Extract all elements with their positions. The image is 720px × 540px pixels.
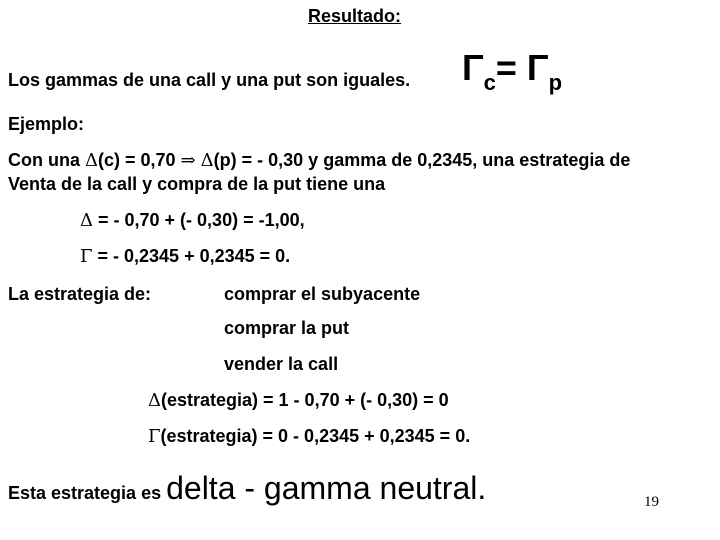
- gamma-strategy-equation: [148, 426, 470, 447]
- delta-equation-text: = - 0,70 + (- 0,30) = -1,00,: [93, 210, 305, 230]
- delta-icon: Δ: [200, 150, 214, 171]
- gamma-equation-text: = - 0,2345 + 0,2345 = 0.: [92, 246, 291, 266]
- delta-strategy-equation: [148, 390, 449, 411]
- delta-icon: Δ: [148, 390, 161, 411]
- slide-title: Resultado:: [308, 6, 402, 26]
- page-number: 19: [644, 494, 659, 510]
- implies-arrow-icon: ⇒: [180, 150, 196, 171]
- subscript-p: p: [548, 70, 563, 95]
- delta-icon: Δ: [80, 210, 93, 231]
- strategy-step: vender la call: [224, 354, 339, 374]
- gamma-symbol: Γ: [462, 47, 484, 88]
- gamma-equality: [462, 47, 563, 95]
- example-line-1: [8, 150, 630, 171]
- gamma-equation: [80, 246, 290, 267]
- example-label: Ejemplo:: [8, 114, 85, 134]
- example-line-2: Venta de la call y compra de la put tiene una: [8, 174, 386, 194]
- strategy-label: La estrategia de:: [8, 284, 152, 304]
- conclusion-prefix: Esta estrategia es: [8, 483, 167, 503]
- delta-icon: Δ: [85, 150, 98, 171]
- subscript-c: c: [483, 70, 496, 95]
- example-delta-call: (c) = 0,70: [98, 150, 181, 170]
- delta-strategy-text: (estrategia) = 1 - 0,70 + (- 0,30) = 0: [161, 390, 449, 410]
- strategy-step: comprar la put: [224, 318, 350, 338]
- example-delta-put: (p) = - 0,30 y gamma de 0,2345, una estrategia de: [213, 150, 631, 170]
- conclusion: [8, 470, 486, 507]
- example-prefix: Con una: [8, 150, 85, 170]
- gamma-strategy-text: (estrategia) = 0 - 0,2345 + 0,2345 = 0.: [160, 426, 471, 446]
- strategy-step: comprar el subyacente: [224, 284, 421, 304]
- gamma-icon: Γ: [80, 246, 93, 267]
- gamma-statement: Los gammas de una call y una put son iguales.: [8, 70, 411, 90]
- conclusion-emphasis: delta - gamma neutral.: [166, 470, 487, 506]
- gamma-symbol: Γ: [526, 47, 549, 88]
- delta-equation: [80, 210, 305, 231]
- gamma-icon: Γ: [148, 426, 161, 447]
- equals-sign: =: [495, 47, 527, 88]
